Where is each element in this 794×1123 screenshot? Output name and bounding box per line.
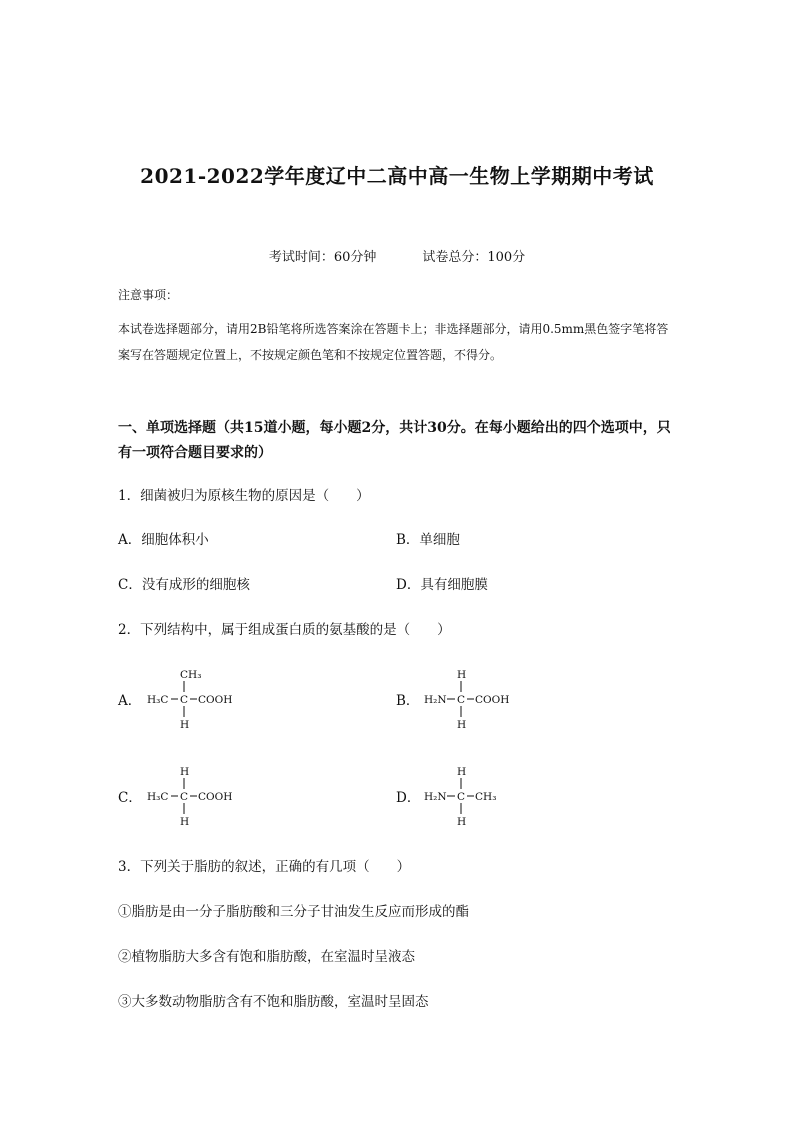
mol-c-center: C	[180, 791, 189, 803]
mol-a-top: CH₃	[180, 669, 202, 681]
mol-b-bottom: H	[457, 719, 467, 731]
molecule-a	[144, 666, 244, 736]
mol-a-right: COOH	[198, 694, 233, 706]
question-1-option-b: B．单细胞	[396, 532, 460, 548]
mol-a-bottom: H	[180, 719, 190, 731]
mol-c-bottom: H	[180, 816, 190, 828]
question-1-stem: 1．细菌被归为原核生物的原因是（ ）	[118, 488, 370, 504]
molecule-c	[144, 763, 244, 833]
question-2-stem: 2．下列结构中，属于组成蛋白质的氨基酸的是（ ）	[118, 622, 451, 638]
mol-d-center: C	[457, 791, 466, 803]
question-3-stem: 3．下列关于脂肪的叙述，正确的有几项（ ）	[118, 859, 411, 875]
exam-meta	[0, 246, 794, 265]
mol-c-top: H	[180, 766, 190, 778]
mol-b-top: H	[457, 669, 467, 681]
mol-b-center: C	[457, 694, 466, 706]
notice-label: 注意事项：	[118, 288, 179, 302]
question-2-option-d: D．	[396, 790, 421, 806]
mol-a-left: H₃C	[147, 694, 169, 706]
mol-d-bottom: H	[457, 816, 467, 828]
question-3-statement-1: ①脂肪是由一分子脂肪酸和三分子甘油发生反应而形成的酯	[118, 904, 469, 920]
question-1-option-c: C．没有成形的细胞核	[118, 577, 250, 593]
section-heading: 一、单项选择题（共15道小题，每小题2分，共计30分。在每小题给出的四个选项中，只有一项符合题目要求的）	[118, 420, 671, 461]
exam-score: 试卷总分：100分	[422, 250, 526, 265]
question-2-option-a: A．	[118, 693, 142, 709]
question-3-statement-3: ③大多数动物脂肪含有不饱和脂肪酸，室温时呈固态	[118, 994, 429, 1010]
mol-d-top: H	[457, 766, 467, 778]
mol-d-left: H₂N	[424, 791, 447, 803]
mol-c-left: H₃C	[147, 791, 169, 803]
notice-text: 本试卷选择题部分，请用2B铅笔将所选答案涂在答题卡上；非选择题部分，请用0.5mm黑色签字笔将答案写在答题规定位置上，不按规定颜色笔和不按规定位置答题，不得分。	[118, 322, 669, 362]
mol-c-right: COOH	[198, 791, 233, 803]
mol-d-right: CH₃	[475, 791, 497, 803]
question-1-option-d: D．具有细胞膜	[396, 577, 488, 593]
question-2-option-c: C．	[118, 790, 142, 806]
molecule-d	[422, 763, 522, 833]
exam-time: 考试时间：60分钟	[268, 250, 377, 265]
question-1-option-a: A．细胞体积小	[118, 532, 209, 548]
mol-b-right: COOH	[475, 694, 510, 706]
molecule-b	[422, 666, 522, 736]
mol-b-left: H₂N	[424, 694, 447, 706]
mol-a-center: C	[180, 694, 189, 706]
page-title: 2021-2022学年度辽中二高中高一生物上学期期中考试	[140, 164, 654, 188]
question-3-statement-2: ②植物脂肪大多含有饱和脂肪酸，在室温时呈液态	[118, 949, 415, 965]
question-2-option-b: B．	[396, 693, 420, 709]
